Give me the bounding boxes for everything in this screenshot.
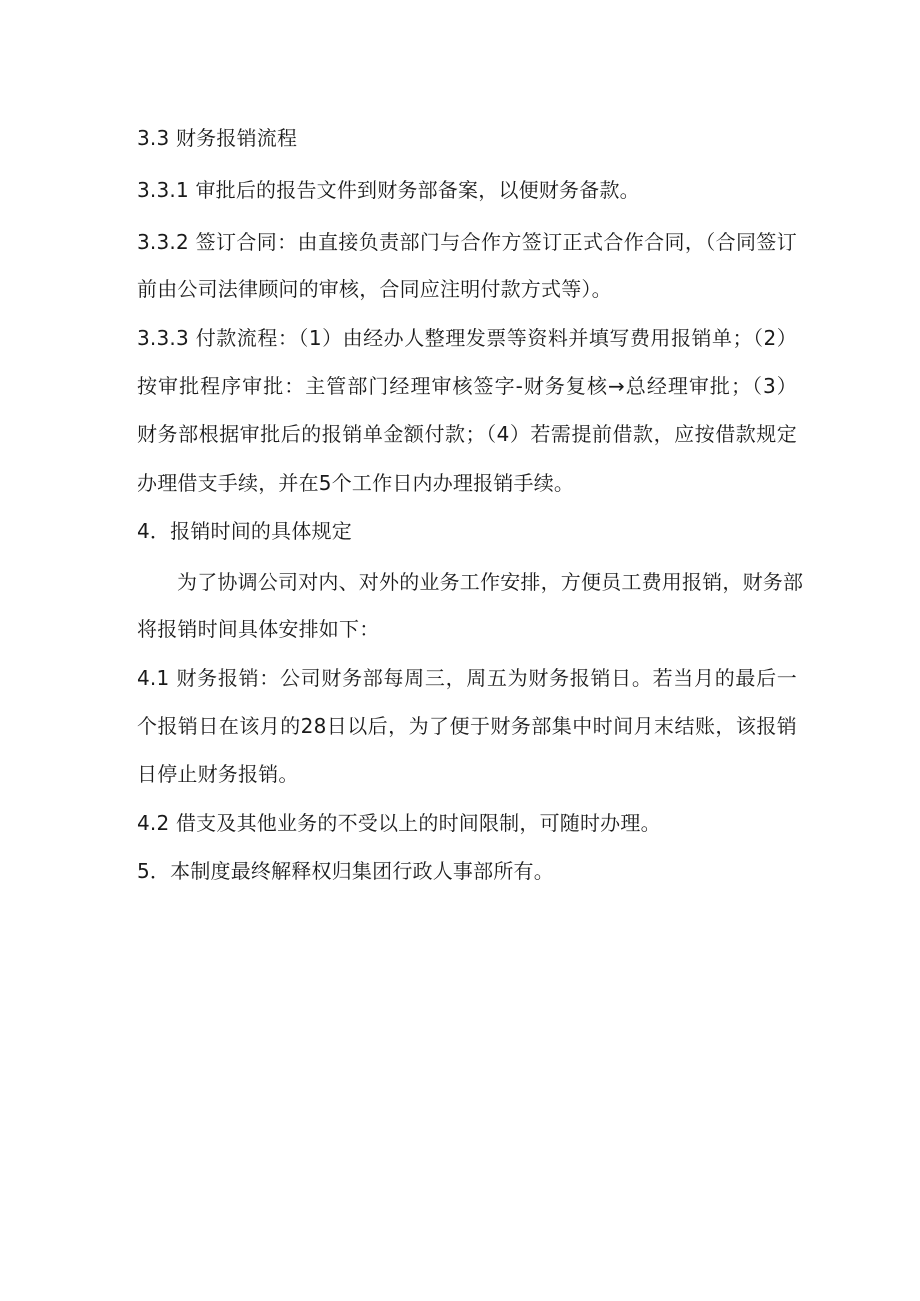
paragraph-4-2: 4.2 借支及其他业务的不受以上的时间限制，可随时办理。 [137,811,661,835]
paragraph-3-3-3-line-1: 3.3.3 付款流程：（1）由经办人整理发票等资料并填写费用报销单；（2） [137,326,797,350]
paragraph-3-3-3-line-4: 办理借支手续，并在5个工作日内办理报销手续。 [137,471,575,495]
section-heading-5: 5．本制度最终解释权归集团行政人事部所有。 [137,859,554,883]
paragraph-4-1-line-2: 个报销日在该月的28日以后，为了便于财务部集中时间月末结账，该报销 [137,714,797,738]
section-heading-4: 4．报销时间的具体规定 [137,519,352,543]
paragraph-4-1-line-3: 日停止财务报销。 [137,762,299,786]
paragraph-3-3-3-line-2: 按审批程序审批：主管部门经理审核签字-财务复核→总经理审批；（3） [137,374,797,398]
section-heading-3-3: 3.3 财务报销流程 [137,126,298,150]
paragraph-4-1-line-1: 4.1 财务报销：公司财务部每周三，周五为财务报销日。若当月的最后一 [137,666,797,690]
paragraph-3-3-1: 3.3.1 审批后的报告文件到财务部备案，以便财务备款。 [137,178,640,202]
paragraph-3-3-3-line-3: 财务部根据审批后的报销单金额付款；（4）若需提前借款，应按借款规定 [137,422,797,446]
paragraph-4-intro-line-1: 为了协调公司对内、对外的业务工作安排，方便员工费用报销，财务部 [177,570,804,594]
paragraph-3-3-2-line-1: 3.3.2 签订合同：由直接负责部门与合作方签订正式合作合同，（合同签订 [137,230,797,254]
paragraph-3-3-2-line-2: 前由公司法律顾问的审核，合同应注明付款方式等）。 [137,277,612,301]
paragraph-4-intro-line-2: 将报销时间具体安排如下： [137,617,380,641]
